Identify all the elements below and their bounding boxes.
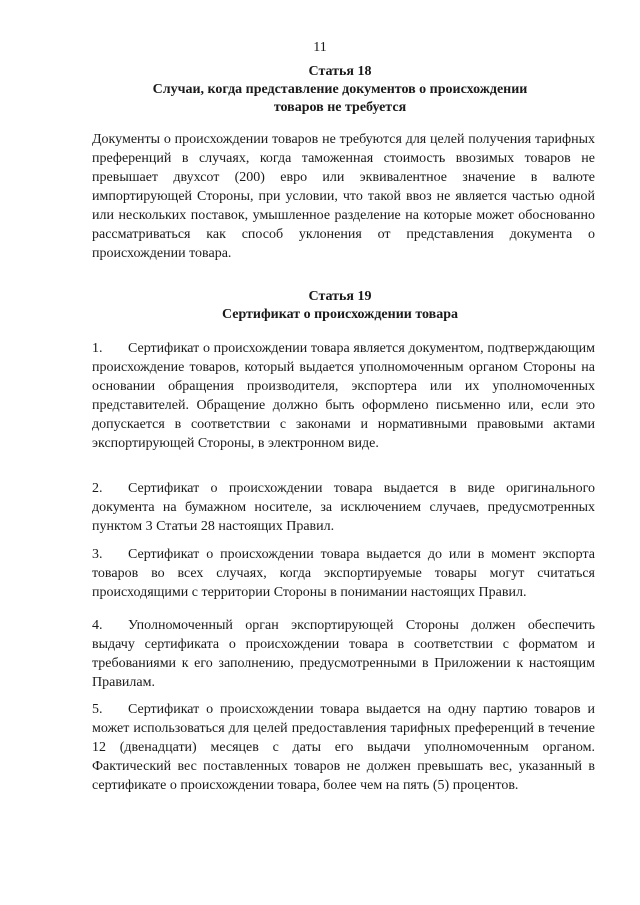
article-19-paragraph-3 [92,545,595,602]
paragraph-text: Сертификат о происхождении товара выдается в виде оригинального документа на бумажном носителе, за исключением случаев, предусмотренных пунктом 3 Статьи 28 настоящих Правил. [92,481,595,534]
article-18-heading [90,63,590,117]
paragraph-number: 5. [92,702,103,717]
article-18-title-line2: товаров не требуется [273,100,407,115]
article-19-paragraph-5 [92,700,595,795]
paragraph-text: Сертификат о происхождении товара выдается на одну партию товаров и может использоваться для целей предоставления тарифных преференций в течение 12 (двенадцати) месяцев с даты его выдачи уполномоченным органом. Фактический вес поставленных товаров не должен превышать вес, указанный в сертификате о происхождении товара, более чем на пять (5) процентов. [92,702,595,793]
article-19-number: Статья 19 [308,289,372,304]
article-19-paragraph-2 [92,479,595,536]
paragraph-text: Сертификат о происхождении товара выдается до или в момент экспорта товаров во всех случаях, когда экспортируемые товары могут считаться происходящими с территории Стороны в понимании настоящих Правил. [92,547,595,600]
page-number: 11 [313,40,327,55]
article-19-paragraph-1 [92,339,595,453]
paragraph-text: Сертификат о происхождении товара является документом, подтверждающим происхождение товаров, который выдается уполномоченным органом Стороны на основании обращения производителя, экспортера или их уполномоченных представителей. Обращение должно быть оформлено письменно или, если это допускается в соответствии с законами и нормативными правовыми актами экспортирующей Стороны, в электронном виде. [92,341,595,451]
article-19-title: Сертификат о происхождении товара [221,307,459,322]
article-18-number: Статья 18 [308,64,372,79]
paragraph-number: 2. [92,481,103,496]
article-19-paragraph-4 [92,616,595,692]
paragraph-number: 3. [92,547,103,562]
paragraph-text: Уполномоченный орган экспортирующей Стороны должен обеспечить выдачу сертификата о происхождении товара в соответствии с форматом и требованиями к его заполнению, предусмотренными в Приложении к настоящим Правилам. [92,618,595,690]
paragraph-number: 4. [92,618,103,633]
paragraph-number: 1. [92,341,103,356]
article-18-title-line1: Случаи, когда представление документов о происхождении [152,82,528,97]
article-19-heading [90,288,590,324]
article-18-text: Документы о происхождении товаров не требуются для целей получения тарифных преференций в случаях, когда таможенная стоимость ввозимых товаров не превышает двухсот (200) евро или эквивалентное значение в валюте импортирующей Стороны, при условии, что такой ввоз не является частью одной или нескольких поставок, умышленное разделение на которые может обоснованно рассматриваться как способ уклонения от представления документа о происхождении товара. [92,132,595,261]
